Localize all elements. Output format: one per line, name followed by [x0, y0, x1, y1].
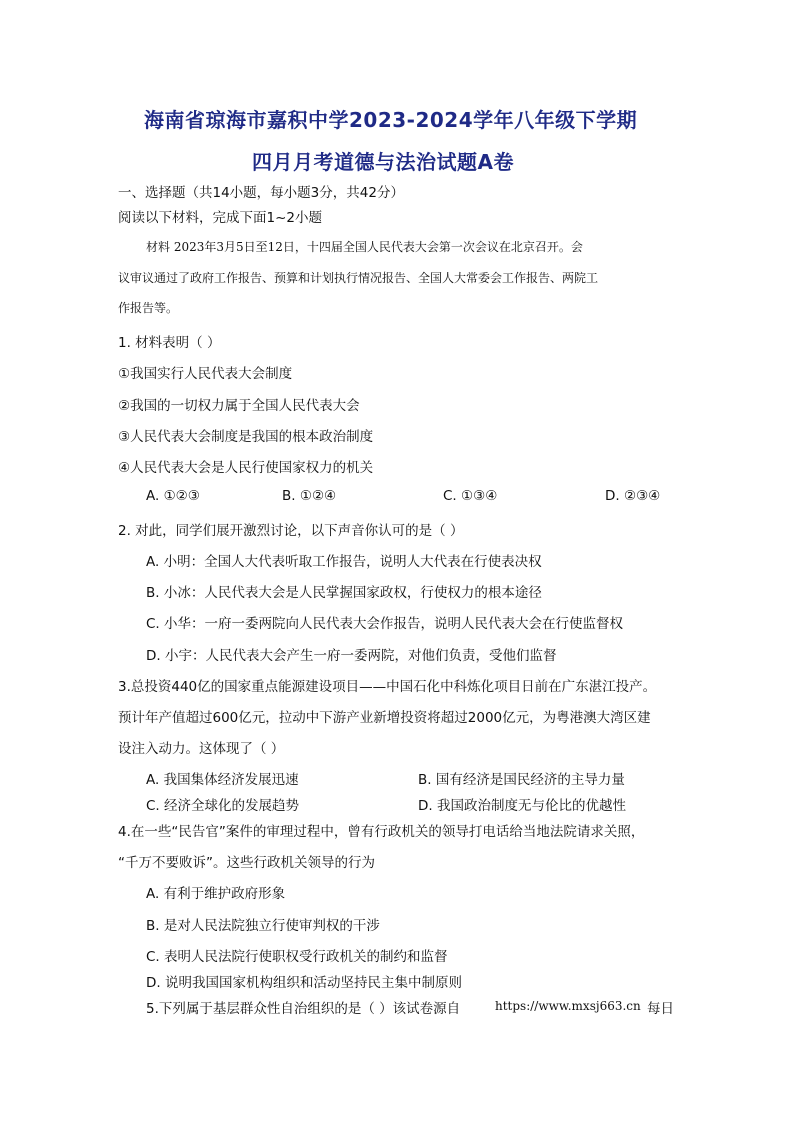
q1-option-c: C. ①③④: [443, 488, 498, 504]
q3-option-d: D. 我国政治制度无与伦比的优越性: [418, 798, 626, 814]
section-heading: 一、选择题（共14小题，每小题3分，共42分）: [118, 185, 404, 201]
q3-option-b: B. 国有经济是国民经济的主导力量: [418, 772, 625, 788]
q1-item-1: ①我国实行人民代表大会制度: [118, 366, 293, 382]
material-line-2: 议审议通过了政府工作报告、预算和计划执行情况报告、全国人大常委会工作报告、两院工: [118, 271, 599, 285]
material-line-3: 作报告等。: [118, 301, 179, 315]
q5-tail: 每日: [647, 1001, 674, 1017]
q5-source-link[interactable]: https://www.mxsj663.cn: [495, 999, 641, 1013]
q3-line-1: 3.总投资440亿的国家重点能源建设项目——中国石化中科炼化项目日前在广东湛江投产。: [118, 679, 657, 695]
q4-option-a: A. 有利于维护政府形象: [146, 886, 286, 902]
q1-item-4: ④人民代表大会是人民行使国家权力的机关: [118, 460, 374, 476]
q5-stem: 5.下列属于基层群众性自治组织的是（ ）该试卷源自: [146, 1001, 461, 1017]
q2-stem: 2. 对此，同学们展开激烈讨论，以下声音你认可的是（ ）: [118, 523, 464, 539]
q3-line-2: 预计年产值超过600亿元，拉动中下游产业新增投资将超过2000亿元，为粤港澳大湾区建: [118, 710, 651, 726]
q2-option-a: A. 小明：全国人大代表听取工作报告，说明人大代表在行使表决权: [146, 554, 542, 570]
q2-option-b: B. 小冰：人民代表大会是人民掌握国家政权，行使权力的根本途径: [146, 585, 542, 601]
q4-line-1: 4.在一些“民告官”案件的审理过程中，曾有行政机关的领导打电话给当地法院请求关照，: [118, 824, 645, 840]
q1-option-a: A. ①②③: [146, 488, 200, 504]
q4-option-c: C. 表明人民法院行使职权受行政机关的制约和监督: [146, 949, 448, 965]
section-instruction: 阅读以下材料，完成下面1~2小题: [118, 210, 322, 226]
q2-option-d: D. 小宇：人民代表大会产生一府一委两院，对他们负责，受他们监督: [146, 648, 557, 664]
q3-option-a: A. 我国集体经济发展迅速: [146, 772, 299, 788]
material-line-1: 材料 2023年3月5日至12日，十四届全国人民代表大会第一次会议在北京召开。会: [146, 240, 583, 254]
q1-item-2: ②我国的一切权力属于全国人民代表大会: [118, 398, 360, 414]
q1-option-b: B. ①②④: [282, 488, 337, 504]
q1-item-3: ③人民代表大会制度是我国的根本政治制度: [118, 429, 374, 445]
q3-line-3: 设注入动力。这体现了（ ）: [118, 741, 285, 757]
q1-option-d: D. ②③④: [605, 488, 661, 504]
title-line-1: 海南省琼海市嘉积中学2023-2024学年八年级下学期: [144, 108, 638, 132]
q3-option-c: C. 经济全球化的发展趋势: [146, 798, 300, 814]
q2-option-c: C. 小华：一府一委两院向人民代表大会作报告，说明人民代表大会在行使监督权: [146, 616, 624, 632]
title-line-2: 四月月考道德与法治试题A卷: [252, 150, 514, 174]
q1-stem: 1. 材料表明（ ）: [118, 335, 221, 351]
q4-option-b: B. 是对人民法院独立行使审判权的干涉: [146, 918, 380, 934]
q4-option-d: D. 说明我国国家机构组织和活动坚持民主集中制原则: [146, 975, 462, 991]
q4-line-2: “千万不要败诉”。这些行政机关领导的行为: [118, 855, 375, 871]
